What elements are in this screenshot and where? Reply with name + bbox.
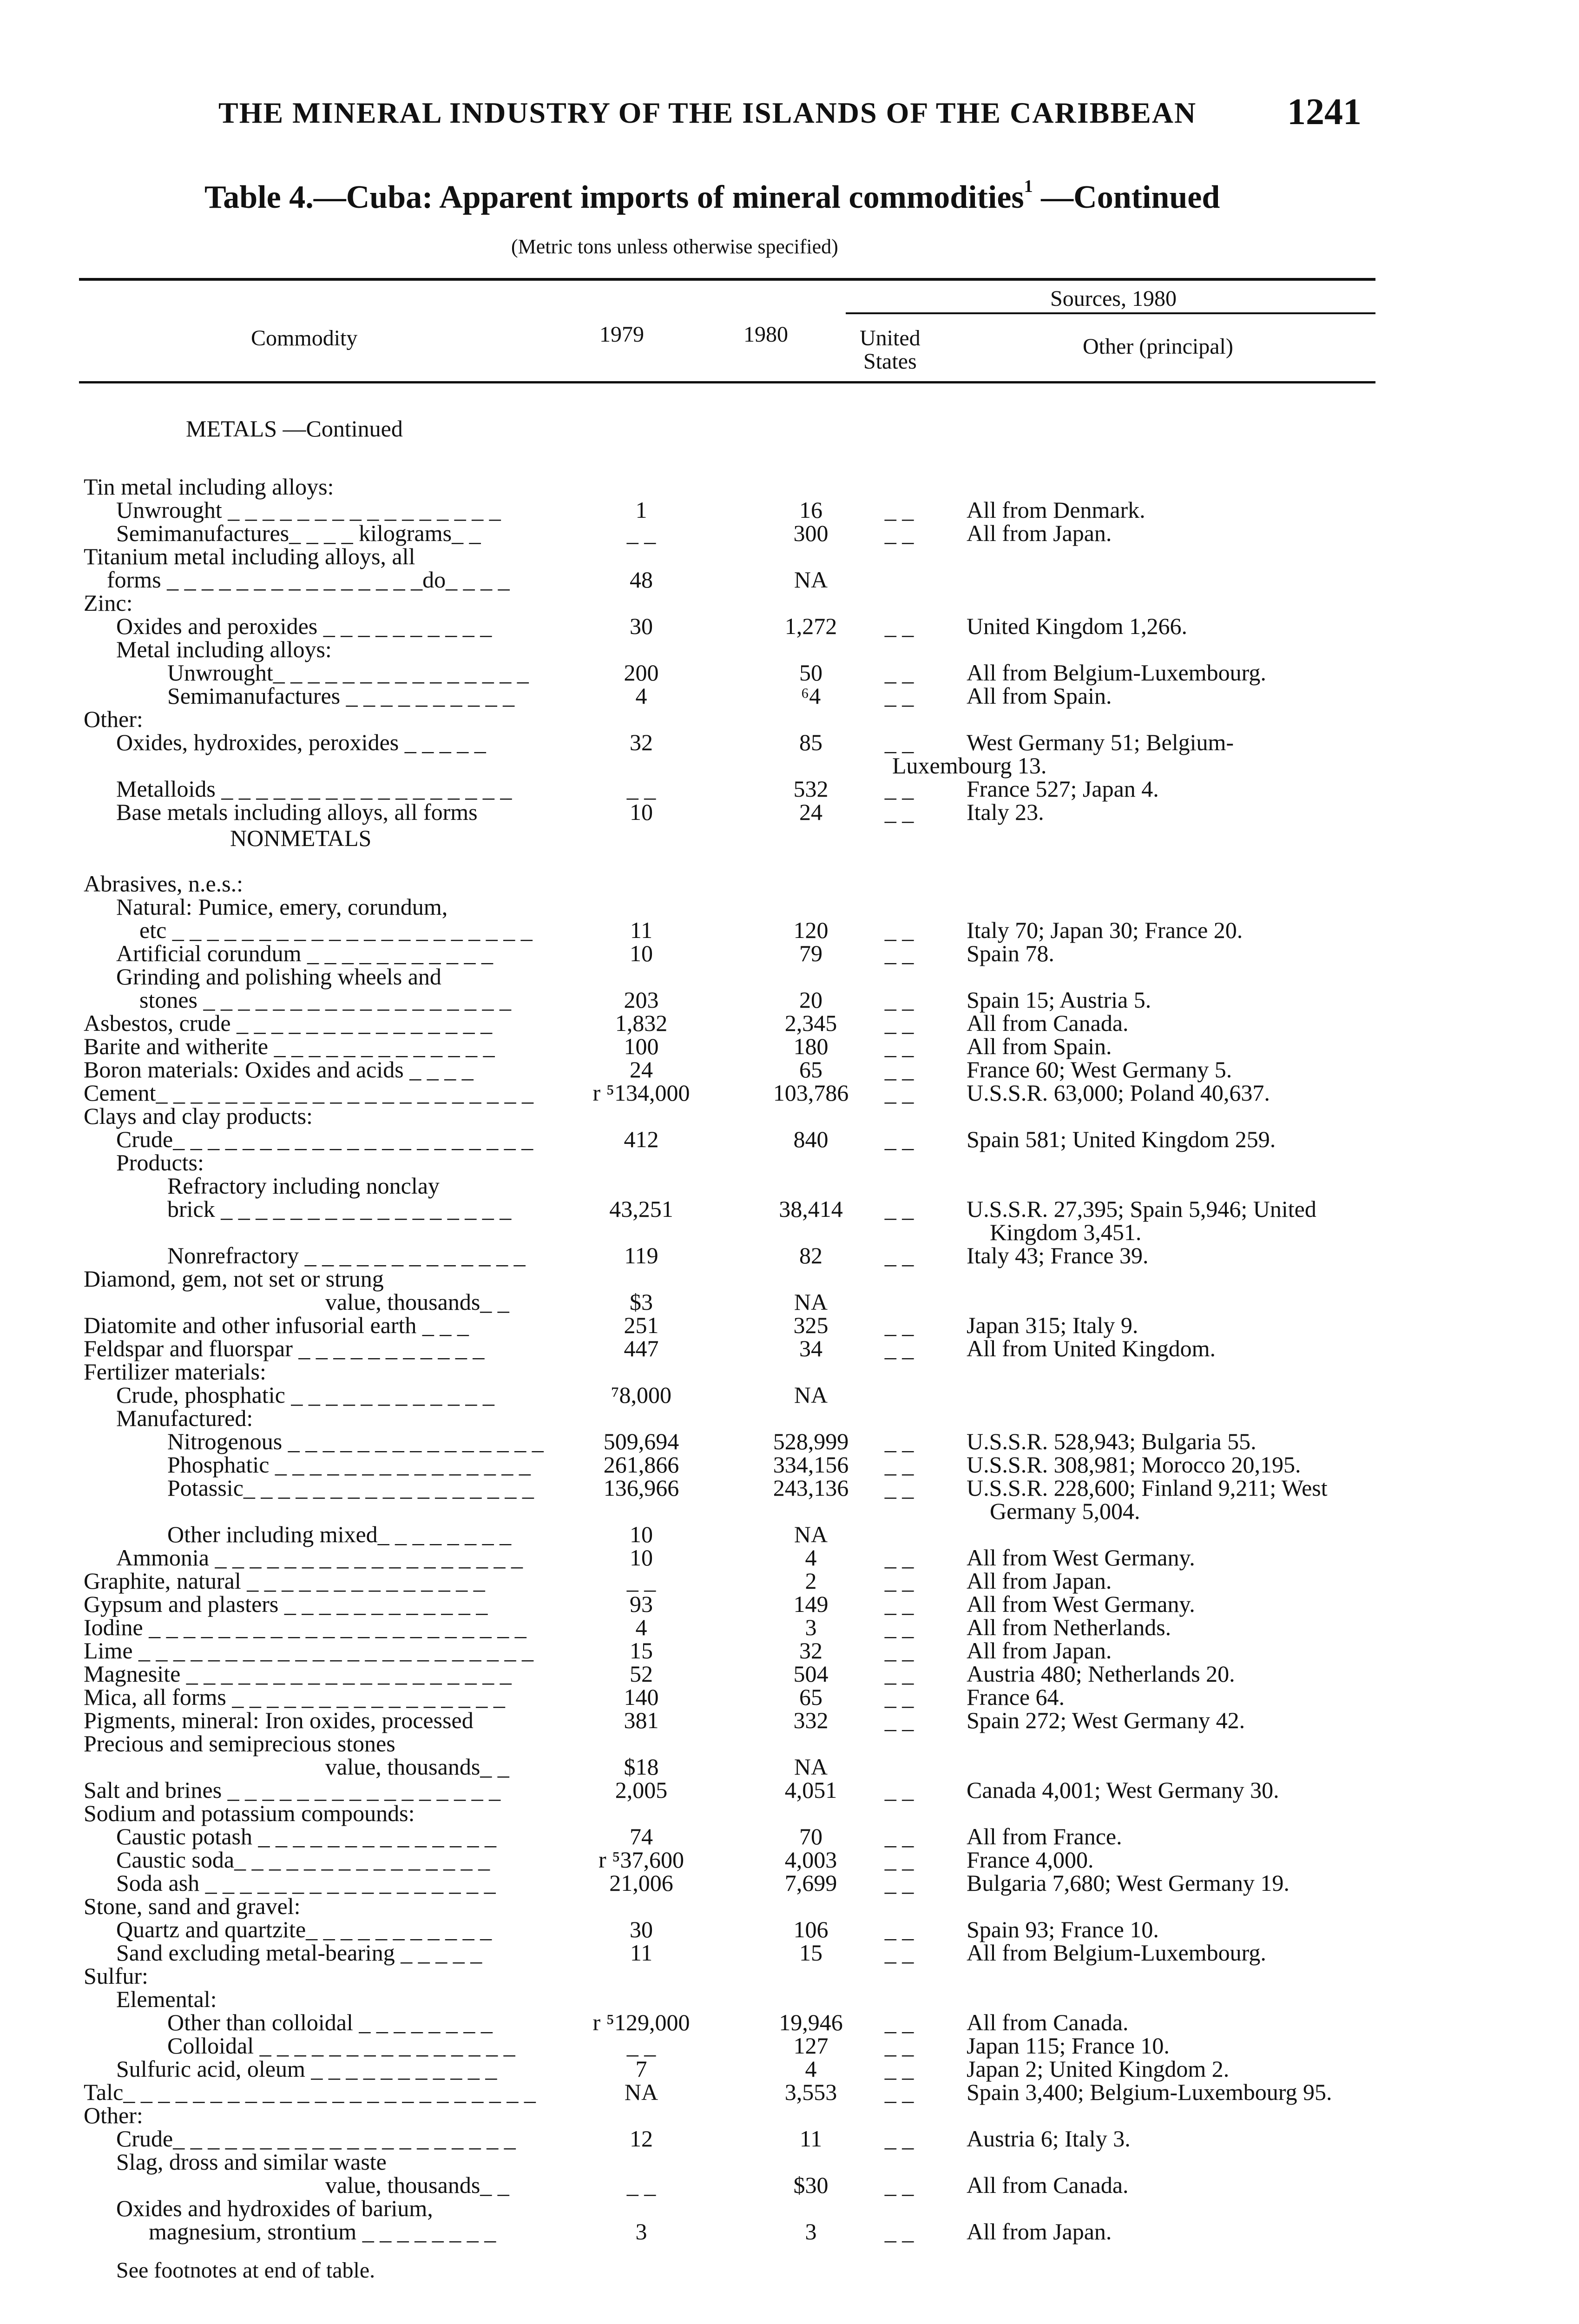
value-1980-cell: 149 bbox=[793, 1591, 829, 1617]
commodity-cell: Nitrogenous _ _ _ _ _ _ _ _ _ _ _ _ _ _ _ bbox=[167, 1428, 544, 1454]
value-1979-cell: 74 bbox=[630, 1823, 653, 1849]
value-1979-cell: 509,694 bbox=[603, 1428, 679, 1454]
other-principal-cell: Japan 2; United Kingdom 2. bbox=[967, 2056, 1230, 2082]
value-1980-cell: 300 bbox=[793, 520, 829, 546]
value-1979-cell: 1 bbox=[635, 497, 647, 523]
other-principal-cell: France 60; West Germany 5. bbox=[967, 1056, 1232, 1083]
commodity-cell: Salt and brines _ _ _ _ _ _ _ _ _ _ _ _ _ _ _ _ bbox=[84, 1777, 501, 1803]
header-1979: 1979 bbox=[599, 322, 644, 347]
value-1979-cell: r ⁵37,600 bbox=[598, 1847, 684, 1873]
value-1979-cell: $18 bbox=[624, 1754, 659, 1780]
commodity-cell: Diamond, gem, not set or strung bbox=[84, 1266, 384, 1292]
united-states-cell: _ _ bbox=[884, 2079, 914, 2105]
commodity-cell: Oxides and peroxides _ _ _ _ _ _ _ _ _ _ bbox=[116, 613, 492, 639]
value-1980-cell: 2,345 bbox=[784, 1010, 837, 1036]
commodity-cell: Other than colloidal _ _ _ _ _ _ _ _ bbox=[167, 2009, 493, 2035]
united-states-cell: _ _ bbox=[884, 1684, 914, 1710]
commodity-cell: Abrasives, n.e.s.: bbox=[84, 871, 243, 897]
other-principal-cell: All from Spain. bbox=[967, 683, 1112, 709]
commodity-cell: Oxides and hydroxides of barium, bbox=[116, 2195, 433, 2221]
other-principal-cell: All from United Kingdom. bbox=[967, 1335, 1216, 1361]
value-1979-cell: 140 bbox=[624, 1684, 659, 1710]
value-1980-cell: 2 bbox=[805, 1568, 817, 1594]
united-states-cell: _ _ bbox=[884, 1126, 914, 1152]
value-1979-cell: 52 bbox=[630, 1661, 653, 1687]
other-principal-cell: Japan 315; Italy 9. bbox=[967, 1312, 1138, 1338]
commodity-cell: Artificial corundum _ _ _ _ _ _ _ _ _ _ _ bbox=[116, 940, 493, 966]
other-principal-cell: West Germany 51; Belgium- bbox=[967, 729, 1234, 755]
united-states-cell: _ _ bbox=[884, 1312, 914, 1338]
other-principal-cell: Spain 3,400; Belgium-Luxembourg 95. bbox=[967, 2079, 1332, 2105]
united-states-cell: _ _ bbox=[884, 2009, 914, 2035]
commodity-cell: Stone, sand and gravel: bbox=[84, 1893, 301, 1919]
value-1980-cell: 15 bbox=[799, 1940, 822, 1966]
value-1979-cell: 261,866 bbox=[603, 1452, 679, 1478]
commodity-cell: Tin metal including alloys: bbox=[84, 474, 334, 500]
united-states-cell: _ _ bbox=[884, 1196, 914, 1222]
commodity-cell: Manufactured: bbox=[116, 1405, 253, 1431]
header-other-principal: Other (principal) bbox=[1083, 334, 1233, 359]
value-1979-cell: 30 bbox=[630, 613, 653, 639]
value-1979-cell: _ _ bbox=[626, 776, 656, 802]
united-states-cell: _ _ bbox=[884, 987, 914, 1013]
value-1979-cell: 24 bbox=[630, 1056, 653, 1083]
commodity-cell: Caustic potash _ _ _ _ _ _ _ _ _ _ _ _ _ _ bbox=[116, 1823, 497, 1849]
value-1980-cell: 20 bbox=[799, 987, 822, 1013]
value-1979-cell: 10 bbox=[630, 1521, 653, 1547]
other-principal-cell: All from Japan. bbox=[967, 2218, 1112, 2245]
commodity-cell: Lime _ _ _ _ _ _ _ _ _ _ _ _ _ _ _ _ _ _ _ _ _ _ _ bbox=[84, 1637, 534, 1664]
top-rule bbox=[79, 278, 1375, 281]
united-states-cell: _ _ bbox=[884, 660, 914, 686]
commodity-cell: Refractory including nonclay bbox=[167, 1173, 440, 1199]
value-1980-cell: 65 bbox=[799, 1684, 822, 1710]
value-1979-cell: 10 bbox=[630, 1545, 653, 1571]
commodity-cell: Asbestos, crude _ _ _ _ _ _ _ _ _ _ _ _ _ _ _ bbox=[84, 1010, 493, 1036]
sources-rule bbox=[846, 312, 1375, 314]
other-principal-cell: U.S.S.R. 228,600; Finland 9,211; West bbox=[967, 1475, 1328, 1501]
commodity-cell: Semimanufactures _ _ _ _ _ _ _ _ _ _ bbox=[167, 683, 515, 709]
united-states-cell: _ _ bbox=[884, 1568, 914, 1594]
commodity-cell: Semimanufactures_ _ _ _ kilograms_ _ bbox=[116, 520, 481, 546]
commodity-cell: Graphite, natural _ _ _ _ _ _ _ _ _ _ _ _ _ _ bbox=[84, 1568, 485, 1594]
commodity-cell: Oxides, hydroxides, peroxides _ _ _ _ _ bbox=[116, 729, 486, 755]
united-states-cell: _ _ bbox=[884, 1591, 914, 1617]
other-principal-cell: U.S.S.R. 528,943; Bulgaria 55. bbox=[967, 1428, 1257, 1454]
value-1980-cell: 85 bbox=[799, 729, 822, 755]
other-principal-cell: All from Spain. bbox=[967, 1033, 1112, 1059]
commodity-cell: Cement_ _ _ _ _ _ _ _ _ _ _ _ _ _ _ _ _ _ _ _ _ _ bbox=[84, 1080, 534, 1106]
other-principal-cell: Japan 115; France 10. bbox=[967, 2033, 1170, 2059]
header-states: States bbox=[863, 349, 917, 374]
other-principal-cell: U.S.S.R. 308,981; Morocco 20,195. bbox=[967, 1452, 1301, 1478]
commodity-cell: magnesium, strontium _ _ _ _ _ _ _ _ bbox=[149, 2218, 496, 2245]
other-principal-cell: All from France. bbox=[967, 1823, 1122, 1849]
other-principal-cell: All from Belgium-Luxembourg. bbox=[967, 1940, 1266, 1966]
united-states-cell: _ _ bbox=[884, 776, 914, 802]
united-states-cell: _ _ bbox=[884, 1080, 914, 1106]
other-principal-cell: All from Netherlands. bbox=[967, 1614, 1171, 1640]
value-1979-cell: 100 bbox=[624, 1033, 659, 1059]
value-1980-cell: 3,553 bbox=[784, 2079, 837, 2105]
value-1980-cell: 840 bbox=[793, 1126, 829, 1152]
commodity-cell: Caustic soda_ _ _ _ _ _ _ _ _ _ _ _ _ _ _ bbox=[116, 1847, 490, 1873]
value-1979-cell: 447 bbox=[624, 1335, 659, 1361]
value-1980-cell: 11 bbox=[799, 2126, 822, 2152]
commodity-cell: Sulfuric acid, oleum _ _ _ _ _ _ _ _ _ _ _ bbox=[116, 2056, 497, 2082]
value-1980-cell: 3 bbox=[805, 1614, 817, 1640]
value-1980-cell: 106 bbox=[793, 1916, 829, 1942]
value-1979-cell: ⁷8,000 bbox=[611, 1382, 671, 1408]
value-1980-cell: 334,156 bbox=[773, 1452, 849, 1478]
value-1980-cell: 34 bbox=[799, 1335, 822, 1361]
value-1979-cell: 30 bbox=[630, 1916, 653, 1942]
commodity-cell: value, thousands_ _ bbox=[325, 1289, 509, 1315]
other-principal-cell: All from Denmark. bbox=[967, 497, 1145, 523]
other-principal-cell: All from Japan. bbox=[967, 1568, 1112, 1594]
united-states-cell: _ _ bbox=[884, 613, 914, 639]
commodity-cell: Mica, all forms _ _ _ _ _ _ _ _ _ _ _ _ _ _ _ _ bbox=[84, 1684, 505, 1710]
value-1979-cell: 43,251 bbox=[609, 1196, 673, 1222]
other-principal-cell: Spain 272; West Germany 42. bbox=[967, 1707, 1245, 1733]
value-1980-cell: NA bbox=[794, 1289, 828, 1315]
value-1979-cell: 1,832 bbox=[615, 1010, 668, 1036]
commodity-cell: Products: bbox=[116, 1149, 204, 1175]
value-1979-cell: 4 bbox=[635, 1614, 647, 1640]
value-1979-cell: 381 bbox=[624, 1707, 659, 1733]
other-principal-cell: Kingdom 3,451. bbox=[990, 1219, 1142, 1245]
value-1980-cell: 127 bbox=[793, 2033, 829, 2059]
commodity-cell: etc _ _ _ _ _ _ _ _ _ _ _ _ _ _ _ _ _ _ _ _ _ bbox=[139, 917, 533, 943]
united-states-cell: _ _ bbox=[884, 1637, 914, 1664]
commodity-cell: Boron materials: Oxides and acids _ _ _ _ bbox=[84, 1056, 474, 1083]
other-principal-cell: United Kingdom 1,266. bbox=[967, 613, 1187, 639]
other-principal-cell: Spain 78. bbox=[967, 940, 1054, 966]
commodity-cell: Zinc: bbox=[84, 590, 133, 616]
united-states-cell: _ _ bbox=[884, 1847, 914, 1873]
commodity-cell: Crude_ _ _ _ _ _ _ _ _ _ _ _ _ _ _ _ _ _ _ _ bbox=[116, 2126, 516, 2152]
commodity-cell: brick _ _ _ _ _ _ _ _ _ _ _ _ _ _ _ _ _ bbox=[167, 1196, 512, 1222]
united-states-cell: _ _ bbox=[884, 1033, 914, 1059]
value-1979-cell: $3 bbox=[630, 1289, 653, 1315]
united-states-cell: _ _ bbox=[884, 520, 914, 546]
united-states-cell: _ _ bbox=[884, 497, 914, 523]
united-states-cell: _ _ bbox=[884, 1940, 914, 1966]
value-1980-cell: $30 bbox=[793, 2172, 829, 2198]
value-1979-cell: 4 bbox=[635, 683, 647, 709]
united-states-cell: _ _ bbox=[884, 1428, 914, 1454]
value-1980-cell: 528,999 bbox=[773, 1428, 849, 1454]
other-principal-cell: All from Canada. bbox=[967, 2172, 1129, 2198]
other-principal-cell: All from West Germany. bbox=[967, 1545, 1195, 1571]
value-1980-cell: 4 bbox=[805, 2056, 817, 2082]
united-states-cell: _ _ bbox=[884, 1242, 914, 1268]
other-principal-cell: All from Canada. bbox=[967, 1010, 1129, 1036]
commodity-cell: Titanium metal including alloys, all bbox=[84, 543, 415, 569]
value-1980-cell: 24 bbox=[799, 799, 822, 825]
value-1979-cell: 119 bbox=[624, 1242, 658, 1268]
united-states-cell: _ _ bbox=[884, 1614, 914, 1640]
other-principal-cell: France 64. bbox=[967, 1684, 1065, 1710]
commodity-cell: Unwrought_ _ _ _ _ _ _ _ _ _ _ _ _ _ _ bbox=[167, 660, 529, 686]
value-1979-cell: 48 bbox=[630, 567, 653, 593]
value-1980-cell: 7,699 bbox=[784, 1870, 837, 1896]
commodity-cell: Crude, phosphatic _ _ _ _ _ _ _ _ _ _ _ _ bbox=[116, 1382, 494, 1408]
commodity-cell: Precious and semiprecious stones bbox=[84, 1730, 395, 1756]
united-states-cell: _ _ bbox=[884, 1475, 914, 1501]
footnote-reference: See footnotes at end of table. bbox=[116, 2258, 375, 2283]
value-1979-cell: 3 bbox=[635, 2218, 647, 2245]
value-1979-cell: 203 bbox=[624, 987, 659, 1013]
commodity-cell: Barite and witherite _ _ _ _ _ _ _ _ _ _ _ _ _ bbox=[84, 1033, 495, 1059]
value-1980-cell: 70 bbox=[799, 1823, 822, 1849]
value-1980-cell: 38,414 bbox=[779, 1196, 843, 1222]
value-1980-cell: 325 bbox=[793, 1312, 829, 1338]
value-1979-cell: _ _ bbox=[626, 1568, 656, 1594]
other-principal-cell: Italy 23. bbox=[967, 799, 1044, 825]
other-principal-cell: Austria 480; Netherlands 20. bbox=[967, 1661, 1235, 1687]
united-states-cell: _ _ bbox=[884, 729, 914, 755]
other-principal-cell: France 4,000. bbox=[967, 1847, 1094, 1873]
united-states-cell: _ _ bbox=[884, 1707, 914, 1733]
united-states-cell: _ _ bbox=[884, 940, 914, 966]
commodity-cell: Elemental: bbox=[116, 1986, 217, 2012]
table-subtitle: (Metric tons unless otherwise specified) bbox=[511, 235, 838, 258]
other-principal-cell: U.S.S.R. 63,000; Poland 40,637. bbox=[967, 1080, 1270, 1106]
commodity-cell: value, thousands_ _ bbox=[325, 1754, 509, 1780]
commodity-cell: Clays and clay products: bbox=[84, 1103, 313, 1129]
commodity-cell: Potassic_ _ _ _ _ _ _ _ _ _ _ _ _ _ _ _ _ bbox=[167, 1475, 534, 1501]
other-principal-cell: Italy 70; Japan 30; France 20. bbox=[967, 917, 1243, 943]
value-1980-cell: 4 bbox=[805, 1545, 817, 1571]
united-states-cell: _ _ bbox=[884, 1870, 914, 1896]
page-number: 1241 bbox=[1287, 92, 1362, 132]
united-states-cell: _ _ bbox=[884, 1452, 914, 1478]
united-states-cell: _ _ bbox=[884, 1056, 914, 1083]
value-1979-cell: 7 bbox=[635, 2056, 647, 2082]
commodity-cell: Grinding and polishing wheels and bbox=[116, 964, 441, 990]
value-1980-cell: NA bbox=[794, 567, 828, 593]
united-states-cell: _ _ bbox=[884, 799, 914, 825]
commodity-cell: Crude_ _ _ _ _ _ _ _ _ _ _ _ _ _ _ _ _ _ _ _ _ bbox=[116, 1126, 533, 1152]
header-1980: 1980 bbox=[743, 322, 788, 347]
other-principal-cell: Austria 6; Italy 3. bbox=[967, 2126, 1131, 2152]
commodity-cell: Metalloids _ _ _ _ _ _ _ _ _ _ _ _ _ _ _ _ _ bbox=[116, 776, 512, 802]
united-states-cell: _ _ bbox=[884, 917, 914, 943]
value-1980-cell: 4,051 bbox=[784, 1777, 837, 1803]
commodity-cell: Sand excluding metal-bearing _ _ _ _ _ bbox=[116, 1940, 482, 1966]
other-principal-cell: Spain 93; France 10. bbox=[967, 1916, 1159, 1942]
other-principal-cell: All from Japan. bbox=[967, 1637, 1112, 1664]
value-1980-cell: 180 bbox=[793, 1033, 829, 1059]
commodity-cell: Ammonia _ _ _ _ _ _ _ _ _ _ _ _ _ _ _ _ _ _ bbox=[116, 1545, 523, 1571]
united-states-cell: _ _ bbox=[884, 1661, 914, 1687]
other-principal-cell: France 527; Japan 4. bbox=[967, 776, 1159, 802]
commodity-cell: forms _ _ _ _ _ _ _ _ _ _ _ _ _ _ _do_ _ _ _ bbox=[107, 567, 510, 593]
commodity-cell: Other: bbox=[84, 2102, 143, 2128]
other-principal-cell: Spain 15; Austria 5. bbox=[967, 987, 1151, 1013]
value-1979-cell: 412 bbox=[624, 1126, 659, 1152]
commodity-cell: Sulfur: bbox=[84, 1963, 148, 1989]
value-1979-cell: 21,006 bbox=[609, 1870, 673, 1896]
value-1980-cell: 50 bbox=[799, 660, 822, 686]
value-1980-cell: NA bbox=[794, 1521, 828, 1547]
commodity-cell: Other including mixed_ _ _ _ _ _ _ _ bbox=[167, 1521, 512, 1547]
value-1979-cell: r ⁵129,000 bbox=[592, 2009, 690, 2035]
table-caption-footnote-ref: 1 bbox=[1024, 177, 1033, 196]
united-states-cell: _ _ bbox=[884, 2033, 914, 2059]
united-states-cell: _ _ bbox=[884, 1777, 914, 1803]
value-1980-cell: 103,786 bbox=[773, 1080, 849, 1106]
united-states-cell: _ _ bbox=[884, 683, 914, 709]
commodity-cell: Magnesite _ _ _ _ _ _ _ _ _ _ _ _ _ _ _ _ _ _ _ bbox=[84, 1661, 512, 1687]
value-1980-cell: 79 bbox=[799, 940, 822, 966]
value-1980-cell: NA bbox=[794, 1382, 828, 1408]
commodity-cell: Metal including alloys: bbox=[116, 636, 332, 662]
other-principal-cell: All from Japan. bbox=[967, 520, 1112, 546]
commodity-cell: Natural: Pumice, emery, corundum, bbox=[116, 894, 448, 920]
united-states-cell: _ _ bbox=[884, 1916, 914, 1942]
value-1979-cell: 15 bbox=[630, 1637, 653, 1664]
commodity-cell: Feldspar and fluorspar _ _ _ _ _ _ _ _ _ _ _ bbox=[84, 1335, 485, 1361]
other-principal-cell: Italy 43; France 39. bbox=[967, 1242, 1149, 1268]
value-1979-cell: NA bbox=[624, 2079, 658, 2105]
value-1979-cell: 12 bbox=[630, 2126, 653, 2152]
commodity-cell: Fertilizer materials: bbox=[84, 1359, 266, 1385]
commodity-cell: Colloidal _ _ _ _ _ _ _ _ _ _ _ _ _ _ _ bbox=[167, 2033, 515, 2059]
header-sources: Sources, 1980 bbox=[1050, 286, 1177, 311]
commodity-cell: Phosphatic _ _ _ _ _ _ _ _ _ _ _ _ _ _ _ bbox=[167, 1452, 531, 1478]
commodity-cell: Iodine _ _ _ _ _ _ _ _ _ _ _ _ _ _ _ _ _ _ _ _ _ _ bbox=[84, 1614, 526, 1640]
commodity-cell: Unwrought _ _ _ _ _ _ _ _ _ _ _ _ _ _ _ _ bbox=[116, 497, 501, 523]
header-bottom-rule bbox=[79, 381, 1375, 383]
value-1980-cell: 82 bbox=[799, 1242, 822, 1268]
value-1979-cell: 11 bbox=[630, 1940, 653, 1966]
running-head-title: THE MINERAL INDUSTRY OF THE ISLANDS OF THE CARIBBEAN bbox=[218, 96, 1197, 129]
value-1979-cell: 2,005 bbox=[615, 1777, 668, 1803]
value-1979-cell: 93 bbox=[630, 1591, 653, 1617]
value-1980-cell: 120 bbox=[793, 917, 829, 943]
table-caption bbox=[204, 179, 1220, 216]
value-1980-cell: 504 bbox=[793, 1661, 829, 1687]
other-principal-cell: All from Belgium-Luxembourg. bbox=[967, 660, 1266, 686]
commodity-cell: Slag, dross and similar waste bbox=[116, 2149, 387, 2175]
united-states-cell: _ _ bbox=[884, 1010, 914, 1036]
united-states-cell: _ _ bbox=[884, 2172, 914, 2198]
value-1980-cell: 3 bbox=[805, 2218, 817, 2245]
table-caption-continued: —Continued bbox=[1033, 179, 1220, 215]
commodity-cell: Diatomite and other infusorial earth _ _ _ bbox=[84, 1312, 469, 1338]
value-1979-cell: 32 bbox=[630, 729, 653, 755]
commodity-cell: Quartz and quartzite_ _ _ _ _ _ _ _ _ _ _ bbox=[116, 1916, 492, 1942]
united-states-cell: _ _ bbox=[884, 1545, 914, 1571]
value-1980-cell: 243,136 bbox=[773, 1475, 849, 1501]
united-states-cell: _ _ bbox=[884, 2126, 914, 2152]
other-principal-cell: Bulgaria 7,680; West Germany 19. bbox=[967, 1870, 1290, 1896]
value-1979-cell: r ⁵134,000 bbox=[592, 1080, 690, 1106]
united-states-cell: _ _ bbox=[884, 1335, 914, 1361]
value-1979-cell: 11 bbox=[630, 917, 653, 943]
value-1979-cell: _ _ bbox=[626, 2033, 656, 2059]
running-head bbox=[0, 91, 1579, 142]
value-1979-cell: _ _ bbox=[626, 2172, 656, 2198]
other-principal-cell: Luxembourg 13. bbox=[892, 753, 1047, 779]
commodity-cell: Sodium and potassium compounds: bbox=[84, 1800, 415, 1826]
value-1980-cell: 16 bbox=[799, 497, 822, 523]
united-states-cell: _ _ bbox=[884, 1823, 914, 1849]
united-states-cell: _ _ bbox=[884, 2056, 914, 2082]
value-1979-cell: 200 bbox=[624, 660, 659, 686]
header-united: United bbox=[860, 326, 921, 350]
value-1980-cell: 32 bbox=[799, 1637, 822, 1664]
other-principal-cell: Germany 5,004. bbox=[990, 1498, 1140, 1524]
commodity-cell: stones _ _ _ _ _ _ _ _ _ _ _ _ _ _ _ _ _ _ bbox=[139, 987, 511, 1013]
commodity-cell: Pigments, mineral: Iron oxides, processed bbox=[84, 1707, 474, 1733]
value-1980-cell: 19,946 bbox=[779, 2009, 843, 2035]
other-principal-cell: Canada 4,001; West Germany 30. bbox=[967, 1777, 1279, 1803]
header-commodity: Commodity bbox=[251, 326, 358, 350]
value-1979-cell: 136,966 bbox=[603, 1475, 679, 1501]
value-1980-cell: ⁶4 bbox=[801, 683, 821, 709]
value-1980-cell: 1,272 bbox=[784, 613, 837, 639]
commodity-cell: value, thousands_ _ bbox=[325, 2172, 509, 2198]
value-1980-cell: NA bbox=[794, 1754, 828, 1780]
commodity-cell: Base metals including alloys, all forms bbox=[116, 799, 478, 825]
section-metals: METALS —Continued bbox=[186, 416, 403, 442]
value-1980-cell: 332 bbox=[793, 1707, 829, 1733]
commodity-cell: Nonrefractory _ _ _ _ _ _ _ _ _ _ _ _ _ bbox=[167, 1242, 526, 1268]
value-1979-cell: 251 bbox=[624, 1312, 659, 1338]
value-1979-cell: _ _ bbox=[626, 520, 656, 546]
value-1979-cell: 10 bbox=[630, 940, 653, 966]
value-1980-cell: 65 bbox=[799, 1056, 822, 1083]
commodity-cell: Other: bbox=[84, 706, 143, 732]
other-principal-cell: All from West Germany. bbox=[967, 1591, 1195, 1617]
value-1979-cell: 10 bbox=[630, 799, 653, 825]
other-principal-cell: Spain 581; United Kingdom 259. bbox=[967, 1126, 1276, 1152]
commodity-cell: Gypsum and plasters _ _ _ _ _ _ _ _ _ _ _ _ bbox=[84, 1591, 488, 1617]
value-1980-cell: 532 bbox=[793, 776, 829, 802]
other-principal-cell: All from Canada. bbox=[967, 2009, 1129, 2035]
section-nonmetals: NONMETALS bbox=[230, 825, 372, 851]
other-principal-cell: U.S.S.R. 27,395; Spain 5,946; United bbox=[967, 1196, 1316, 1222]
united-states-cell: _ _ bbox=[884, 2218, 914, 2245]
table-caption-text: Table 4.—Cuba: Apparent imports of mineral commodities bbox=[204, 179, 1024, 215]
commodity-cell: Soda ash _ _ _ _ _ _ _ _ _ _ _ _ _ _ _ _ _ bbox=[116, 1870, 496, 1896]
commodity-cell: Talc_ _ _ _ _ _ _ _ _ _ _ _ _ _ _ _ _ _ _ _ _ _ _ _ bbox=[84, 2079, 536, 2105]
value-1980-cell: 4,003 bbox=[784, 1847, 837, 1873]
